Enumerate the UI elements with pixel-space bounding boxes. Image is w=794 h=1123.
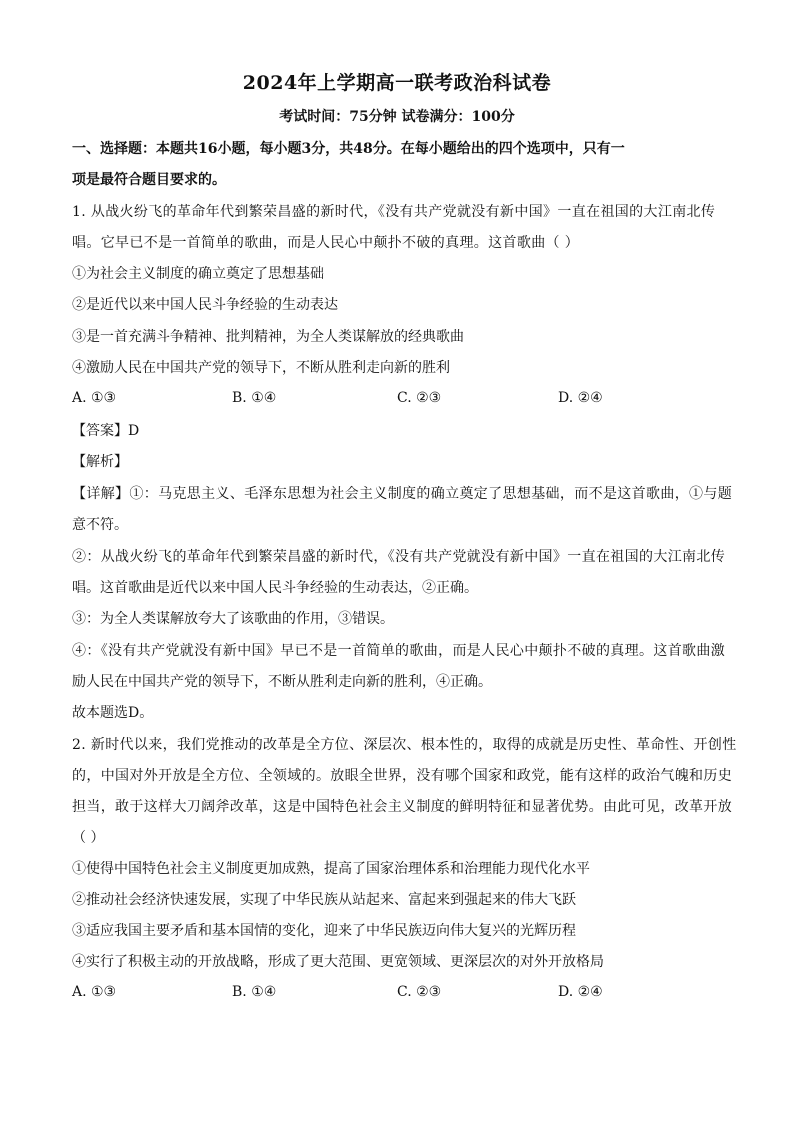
q1-item-1: ①为社会主义制度的确立奠定了思想基础 (72, 266, 324, 282)
page-title: 2024年上学期高一联考政治科试卷 (242, 72, 552, 94)
q1-option-c: C. ②③ (397, 390, 442, 406)
q1-stem-line-1: 1. 从战火纷飞的革命年代到繁荣昌盛的新时代，《没有共产党就没有新中国》一直在祖国的大江南北传 (72, 204, 716, 220)
q2-stem-line-1: 2. 新时代以来，我们党推动的改革是全方位、深层次、根本性的，取得的成就是历史性、革命性、开创性 (72, 737, 737, 753)
section-heading-line-1: 一、选择题：本题共16小题，每小题3分，共48分。在每小题给出的四个选项中，只有一 (72, 141, 625, 157)
q2-item-3: ③适应我国主要矛盾和基本国情的变化，迎来了中华民族迈向伟大复兴的光辉历程 (72, 923, 576, 939)
q1-answer: 【答案】D (72, 423, 140, 439)
q2-stem-line-2: 的，中国对外开放是全方位、全领域的。放眼全世界，没有哪个国家和政党，能有这样的政治气魄和历史 (72, 768, 733, 784)
q1-options (72, 390, 727, 410)
q1-option-b: B. ①④ (232, 390, 277, 406)
q1-detail-line-7: 励人民在中国共产党的领导下，不断从胜利走向新的胜利，④正确。 (72, 674, 492, 690)
q1-analysis-label: 【解析】 (72, 454, 128, 470)
q1-stem-line-2: 唱。它早已不是一首简单的歌曲，而是人民心中颠扑不破的真理。这首歌曲（ ） (72, 235, 580, 251)
q2-option-b: B. ①④ (232, 984, 277, 1000)
q1-detail-line-5: ③：为全人类谋解放夸大了该歌曲的作用，③错误。 (72, 611, 394, 627)
q2-option-d: D. ②④ (558, 984, 603, 1000)
q1-detail-line-6: ④：《没有共产党就没有新中国》早已不是一首简单的歌曲，而是人民心中颠扑不破的真理。这首歌曲激 (72, 643, 726, 659)
q2-option-c: C. ②③ (397, 984, 442, 1000)
q1-detail-line-4: 唱。这首歌曲是近代以来中国人民斗争经验的生动表达，②正确。 (72, 580, 478, 596)
exam-info: 考试时间：75分钟 试卷满分：100分 (279, 109, 515, 125)
q2-item-4: ④实行了积极主动的开放战略，形成了更大范围、更宽领域、更深层次的对外开放格局 (72, 954, 604, 970)
q1-item-4: ④激励人民在中国共产党的领导下，不断从胜利走向新的胜利 (72, 360, 450, 376)
q1-detail-line-3: ②：从战火纷飞的革命年代到繁荣昌盛的新时代，《没有共产党就没有新中国》一直在祖国的大江南北传 (72, 549, 726, 565)
q1-detail-line-8: 故本题选D。 (72, 705, 154, 721)
q1-option-a: A. ①③ (72, 390, 117, 406)
q2-stem-line-4: （ ） (72, 830, 105, 846)
q1-option-d: D. ②④ (558, 390, 603, 406)
q1-detail-line-2: 意不符。 (72, 517, 128, 533)
q2-item-2: ②推动社会经济快速发展，实现了中华民族从站起来、富起来到强起来的伟大飞跃 (72, 892, 576, 908)
section-heading-line-2: 项是最符合题目要求的。 (72, 172, 226, 188)
q2-item-1: ①使得中国特色社会主义制度更加成熟，提高了国家治理体系和治理能力现代化水平 (72, 861, 590, 877)
q2-option-a: A. ①③ (72, 984, 117, 1000)
q1-item-2: ②是近代以来中国人民斗争经验的生动表达 (72, 297, 338, 313)
q1-detail-line-1: 【详解】①：马克思主义、毛泽东思想为社会主义制度的确立奠定了思想基础，而不是这首歌曲，①与题 (72, 486, 733, 502)
q2-stem-line-3: 担当，敢于这样大刀阔斧改革，这是中国特色社会主义制度的鲜明特征和显著优势。由此可见，改革开放 (72, 799, 733, 815)
q2-options (72, 984, 727, 1004)
q1-item-3: ③是一首充满斗争精神、批判精神，为全人类谋解放的经典歌曲 (72, 329, 464, 345)
